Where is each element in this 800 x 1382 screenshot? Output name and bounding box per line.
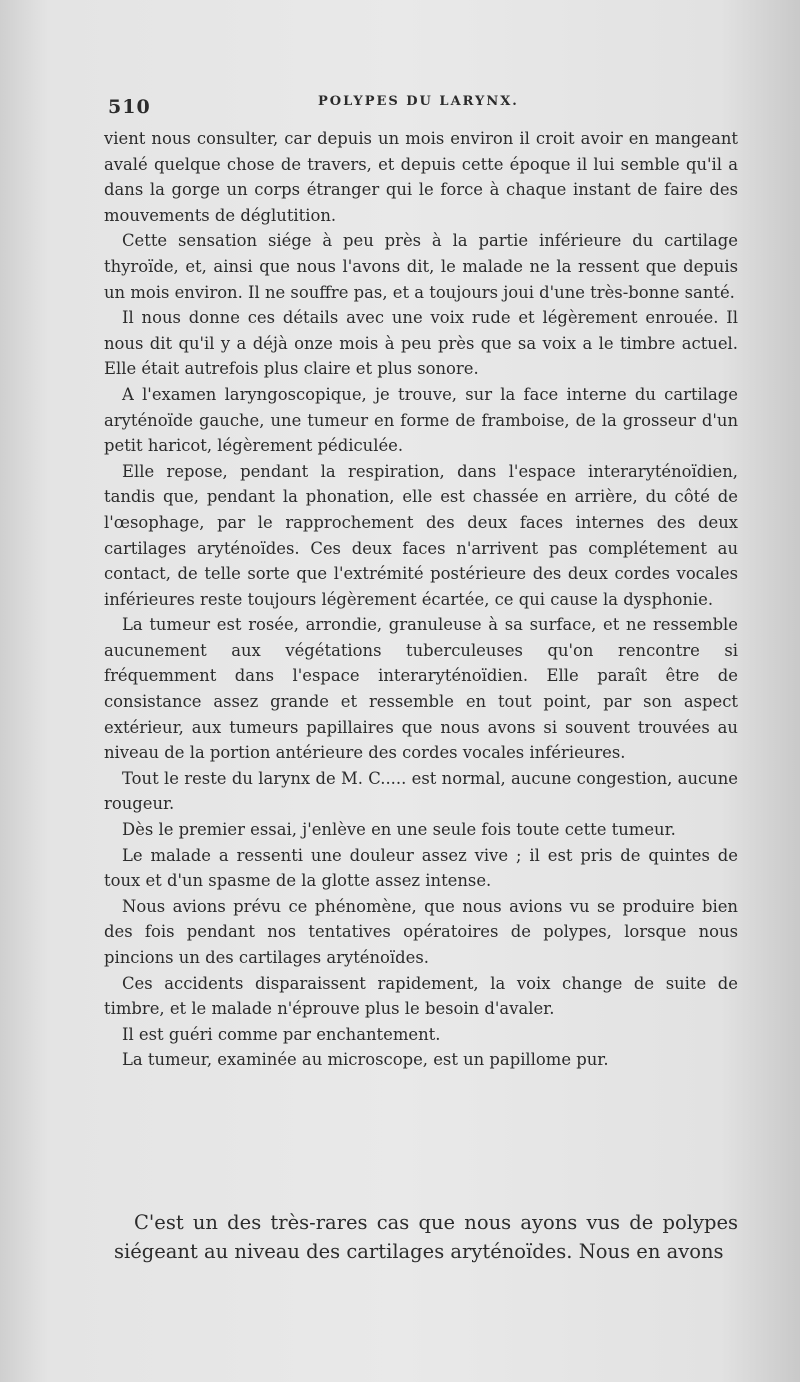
closing-paragraph: C'est un des très-rares cas que nous ayons vus de polypes siégeant au niveau des cartilages aryténoïdes. Nous en avons <box>114 1211 738 1263</box>
paragraph: Il est guéri comme par enchantement. <box>122 1024 441 1044</box>
paragraph: Ces accidents disparaissent rapidement, la voix change de suite de timbre, et le malade n'éprouve plus le besoin d'avaler. <box>104 973 738 1019</box>
paragraph: vient nous consulter, car depuis un mois environ il croit avoir en mangeant avalé quelque chose de travers, et depuis cette époque il lui semble qu'il a dans la gorge un corps étranger qui le force à chaque instant de faire des mouvements de déglutition. <box>104 129 738 225</box>
paragraph: Nous avions prévu ce phénomène, que nous avions vu se produire bien des fois pendant nos tentatives opératoires de polypes, lorsque nous pincions un des cartilages aryténoïdes. <box>104 896 738 967</box>
running-title: POLYPES DU LARYNX. <box>318 94 519 109</box>
paragraph: La tumeur est rosée, arrondie, granuleuse à sa surface, et ne ressemble aucunement aux végétations tuberculeuses qu'on rencontre si fréquemment dans l'espace interaryténoïdien. Elle paraît être de consistance assez grande et ressemble en tout point, par son aspect extérieur, aux tumeurs papillaires que nous avons si souvent trouvées au niveau de la portion antérieure des cordes vocales inférieures. <box>104 615 738 763</box>
case-report-text <box>104 126 738 1073</box>
page-number: 510 <box>108 96 151 118</box>
paragraph: Elle repose, pendant la respiration, dans l'espace interaryténoïdien, tandis que, pendant la phonation, elle est chassée en arrière, du côté de l'œsophage, par le rapprochement des deux faces internes des deux cartilages aryténoïdes. Ces deux faces n'arrivent pas complétement au contact, de telle sorte que l'extrémité postérieure des deux cordes vocales inférieures reste toujours légèrement écartée, ce qui cause la dysphonie. <box>104 461 738 609</box>
paragraph: Il nous donne ces détails avec une voix rude et légèrement enrouée. Il nous dit qu'il y a déjà onze mois à peu près que sa voix a le timbre actuel. Elle était autrefois plus claire et plus sonore. <box>104 308 738 379</box>
paragraph: Cette sensation siége à peu près à la partie inférieure du cartilage thyroïde, et, ainsi que nous l'avons dit, le malade ne la ressent que depuis un mois environ. Il ne souffre pas, et a toujours joui d'une très-bonne santé. <box>104 231 738 302</box>
paragraph: Dès le premier essai, j'enlève en une seule fois toute cette tumeur. <box>122 820 676 840</box>
paragraph: La tumeur, examinée au microscope, est un papillome pur. <box>122 1050 609 1070</box>
paragraph: Le malade a ressenti une douleur assez vive ; il est pris de quintes de toux et d'un spasme de la glotte assez intense. <box>104 845 738 891</box>
paragraph: Tout le reste du larynx de M. C..... est normal, aucune congestion, aucune rougeur. <box>104 768 738 814</box>
page-header <box>108 90 738 120</box>
closing-text <box>114 1208 738 1266</box>
paragraph: A l'examen laryngoscopique, je trouve, sur la face interne du cartilage aryténoïde gauche, une tumeur en forme de framboise, de la grosseur d'un petit haricot, légèrement pédiculée. <box>104 384 738 456</box>
